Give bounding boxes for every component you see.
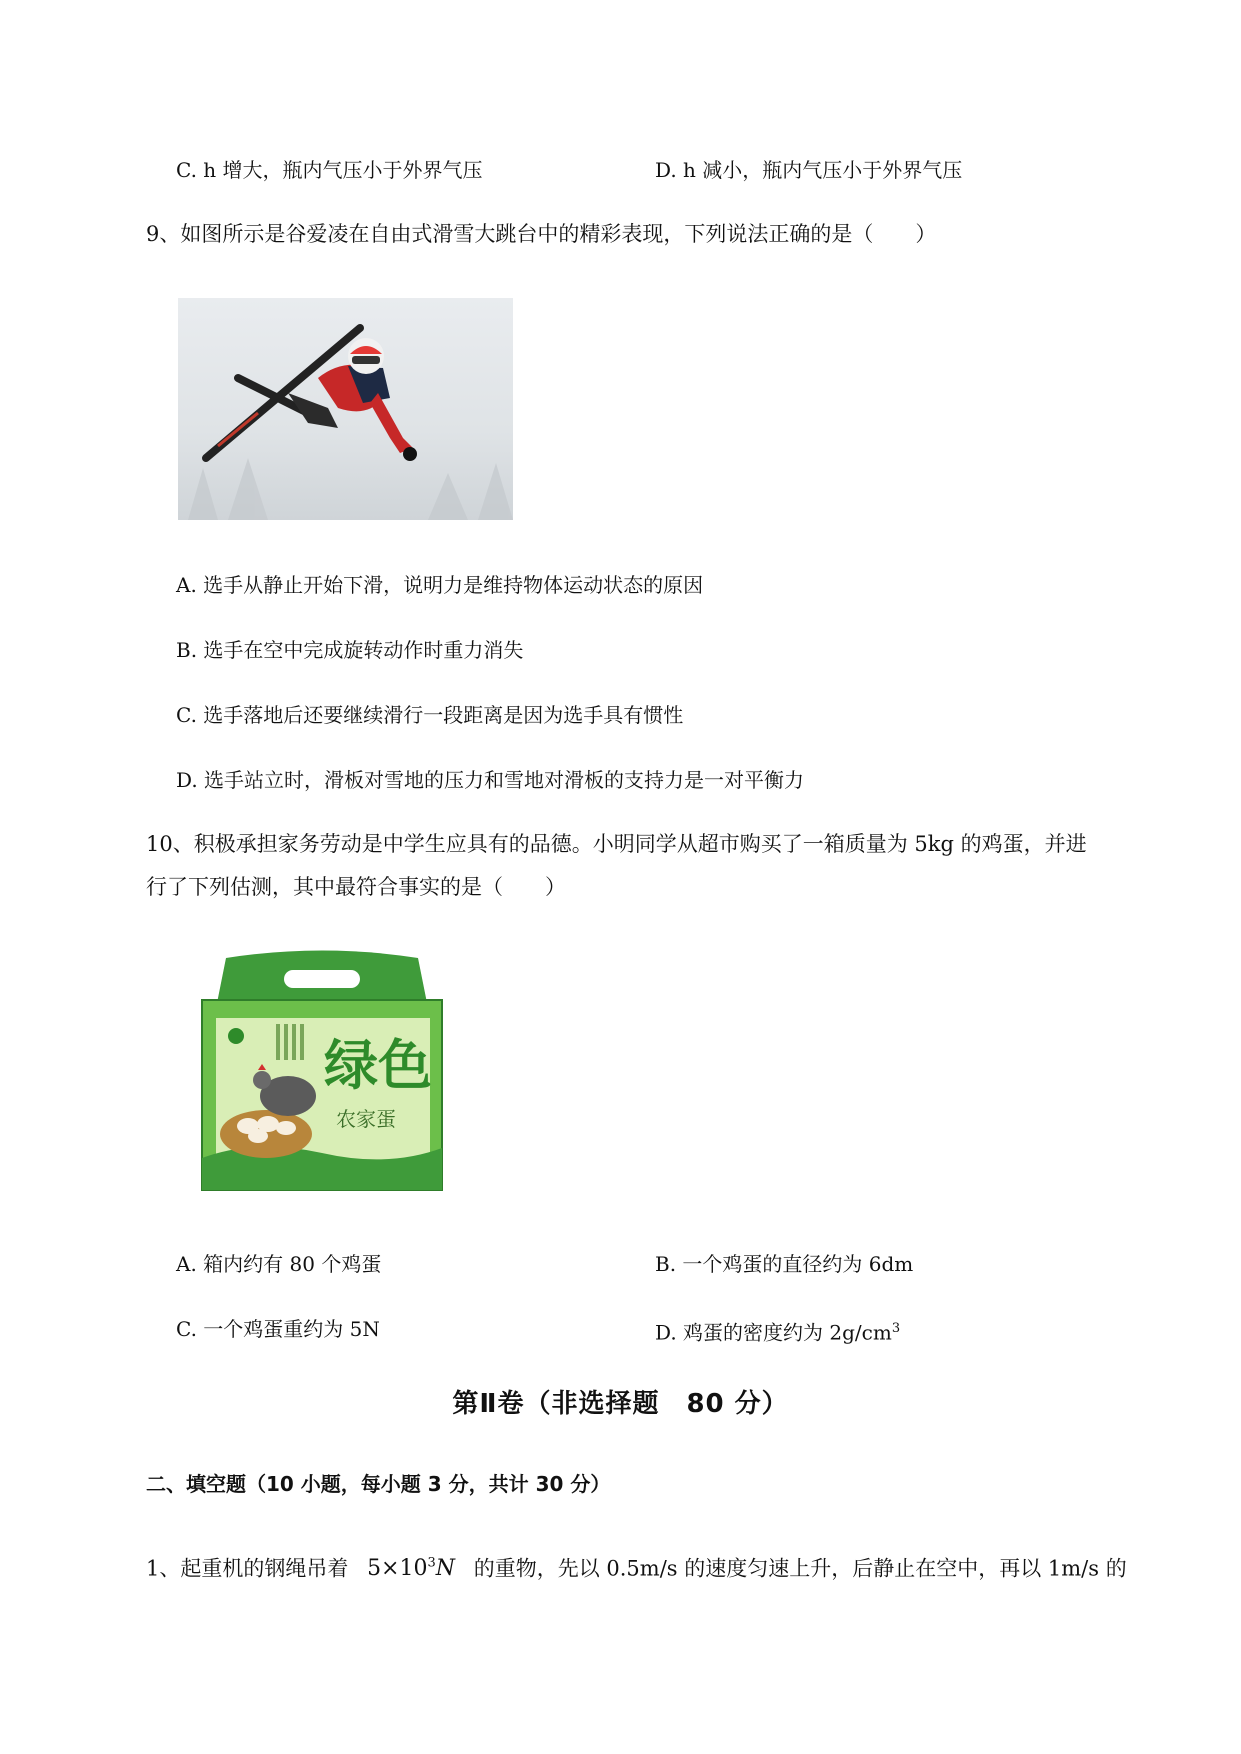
q9-option-c: C. 选手落地后还要继续滑行一段距离是因为选手具有惯性 <box>176 703 684 727</box>
q10-option-c: C. 一个鸡蛋重约为 5N <box>176 1317 380 1341</box>
q9-option-d: D. 选手站立时，滑板对雪地的压力和雪地对滑板的支持力是一对平衡力 <box>176 768 805 792</box>
fill-q1: 1、起重机的钢绳吊着 $5\times 10^3N$ 的重物，先以 0.5m/s 的速度匀速上升，后静止在空中，再以 1m/s 的 <box>146 1556 1127 1582</box>
q10-option-b: B. 一个鸡蛋的直径约为 6dm <box>655 1252 914 1276</box>
q10-option-a: A. 箱内约有 80 个鸡蛋 <box>176 1252 382 1276</box>
egg-box-title: 绿色 <box>324 1034 432 1097</box>
q10-option-d: D. 鸡蛋的密度约为 $2g/cm^3$ <box>655 1320 901 1345</box>
skier-photo <box>178 298 513 520</box>
q9-option-b: B. 选手在空中完成旋转动作时重力消失 <box>176 638 524 662</box>
q8-option-c: C. h 增大，瓶内气压小于外界气压 <box>176 158 483 182</box>
formula: $5\times 10^3N$ <box>367 1556 456 1582</box>
section-heading: 二、填空题（10 小题，每小题 3 分，共计 30 分） <box>146 1472 611 1496</box>
q10-stem-line1: 10、积极承担家务劳动是中学生应具有的品德。小明同学从超市购买了一箱质量为 5kg 的鸡蛋，并进 <box>146 832 1087 856</box>
part2-title: 第Ⅱ卷（非选择题 80 分） <box>452 1389 789 1419</box>
q10-stem-line2: 行了下列估测，其中最符合事实的是（ ） <box>146 875 566 899</box>
egg-box-subtitle: 农家蛋 <box>336 1107 396 1131</box>
egg-box-photo <box>196 948 448 1198</box>
q9-option-a: A. 选手从静止开始下滑，说明力是维持物体运动状态的原因 <box>176 573 704 597</box>
q8-option-d: D. h 减小，瓶内气压小于外界气压 <box>655 158 963 182</box>
q9-stem: 9、如图所示是谷爱凌在自由式滑雪大跳台中的精彩表现，下列说法正确的是（ ） <box>146 222 937 246</box>
